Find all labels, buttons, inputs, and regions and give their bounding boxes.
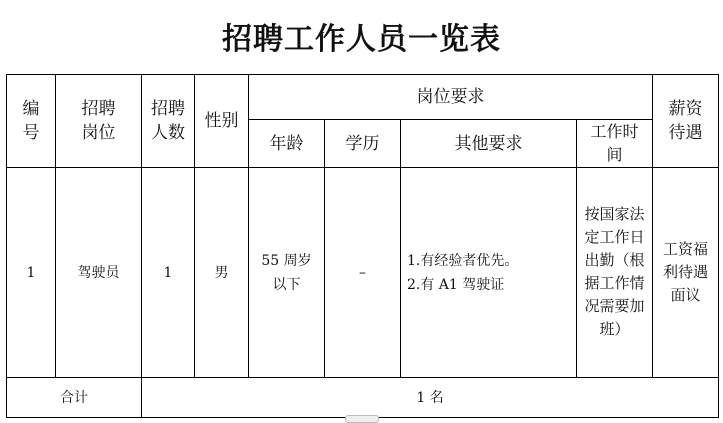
scroll-indicator[interactable] <box>345 415 379 423</box>
cell-worktime: 按国家法定工作日出勤（根据工作情况需要加班） <box>577 168 653 378</box>
header-no: 编 号 <box>7 75 56 168</box>
cell-education: – <box>325 168 401 378</box>
cell-no: 1 <box>7 168 56 378</box>
cell-other: 1.有经验者优先。 2.有 A1 驾驶证 <box>401 168 577 378</box>
header-age: 年龄 <box>249 120 325 168</box>
header-salary: 薪资 待遇 <box>653 75 719 168</box>
cell-gender: 男 <box>195 168 249 378</box>
recruitment-table <box>6 74 719 418</box>
page-title: 招聘工作人员一览表 <box>222 22 501 57</box>
total-label: 合计 <box>7 378 142 418</box>
total-value: 1 名 <box>142 378 719 418</box>
cell-position: 驾驶员 <box>56 168 142 378</box>
header-count: 招聘 人数 <box>142 75 195 168</box>
cell-age: 55 周岁 以下 <box>249 168 325 378</box>
header-education: 学历 <box>325 120 401 168</box>
header-worktime: 工作时间 <box>577 120 653 168</box>
cell-salary: 工资福利待遇面议 <box>653 168 719 378</box>
header-row-1 <box>7 75 719 120</box>
header-requirements: 岗位要求 <box>249 75 653 120</box>
total-row <box>7 378 719 418</box>
table-row <box>7 168 719 378</box>
cell-count: 1 <box>142 168 195 378</box>
header-other: 其他要求 <box>401 120 577 168</box>
header-gender: 性别 <box>195 75 249 168</box>
header-position: 招聘 岗位 <box>56 75 142 168</box>
